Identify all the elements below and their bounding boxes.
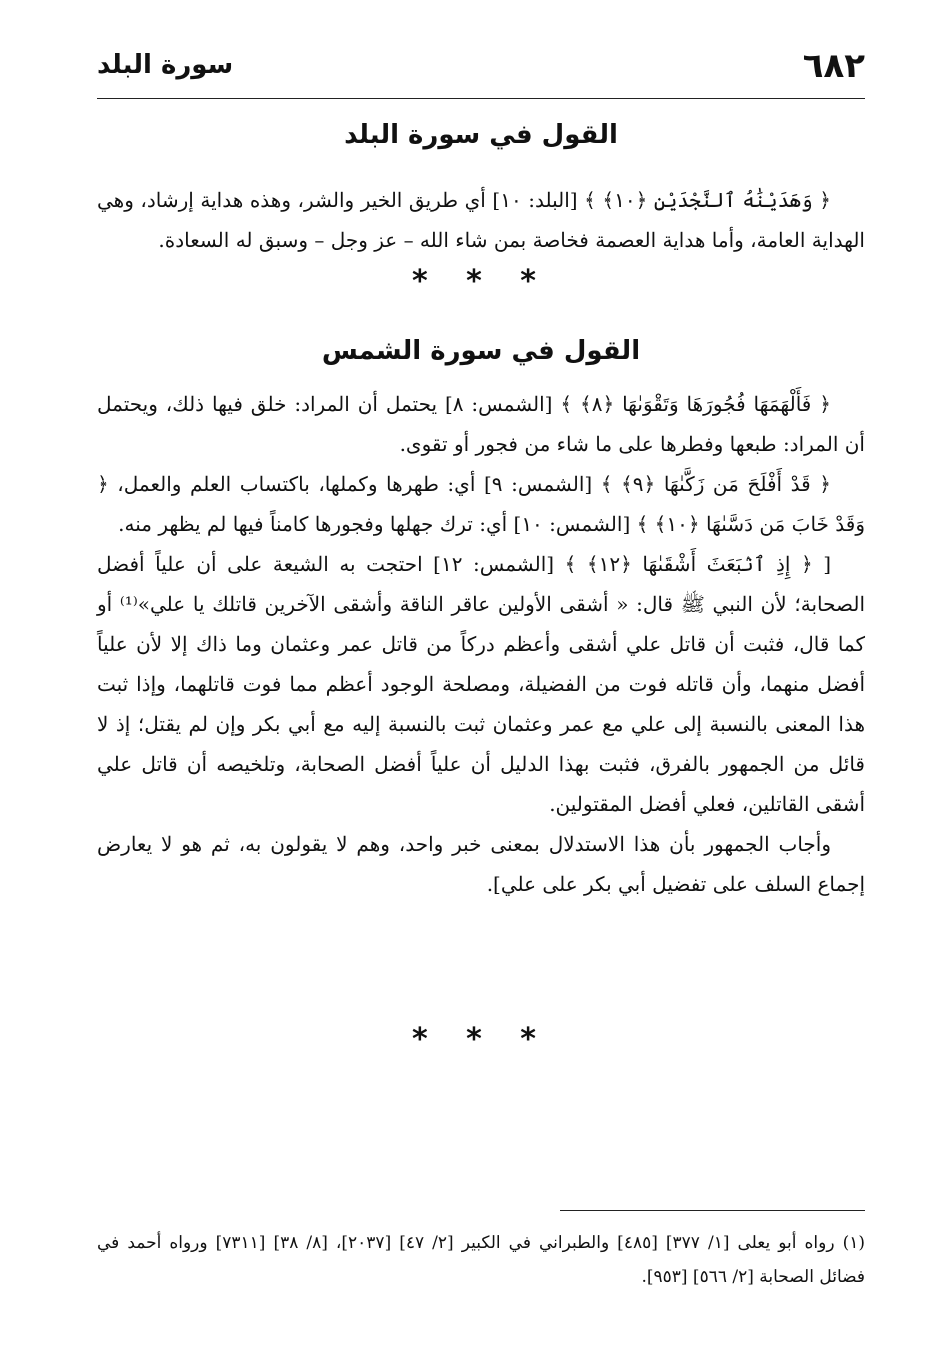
section-separator: * * * — [412, 1022, 550, 1057]
footnote: (١) رواه أبو يعلى [١/ ٣٧٧] [٤٨٥] والطبراني في الكبير [٢/ ٤٧] [٢٠٣٧]، [٨/ ٣٨] [٧٣١١] ورواه أحمد في فضائل الصحابة [٢/ ٥٦٦] [٩٥٣]. — [97, 1233, 866, 1287]
section-title-ash-shams: القول في سورة الشمس — [321, 336, 641, 366]
footnote-divider — [560, 1210, 865, 1211]
paragraph: ﴿ وَهَدَيْنَٰهُ ٱلنَّجْدَيْنِ ﴿١٠﴾ ﴾ [البلد: ١٠] أي طريق الخير والشر، وهذه هداية إرشاد، وهي الهداية العامة، وأما هداية العصمة فخاصة بمن شاء الله – عز وجل – وسبق له السعادة. — [97, 188, 865, 252]
section-separator: * * * — [412, 264, 550, 299]
page-header — [97, 38, 865, 99]
page-number: ٦٨٢ — [802, 46, 865, 86]
paragraph: [ ﴿ إِذِ ٱنۢبَعَثَ أَشْقَىٰهَا ﴿١٢﴾ ﴾ [الشمس: ١٢] احتجت به الشيعة على أن علياً أفضل الصحابة؛ لأن النبي ﷺ قال: « أشقى الأولين عاقر الناقة وأشقى الآخرين قاتلك يا علي»⁽¹⁾ أو كما قال، فثبت أن قاتل علي أشقى وأعظم دركاً من قاتل عمر وعثمان وما ذاك إلا لأن علياً أفضل منهما، وأن قاتله فوت من الفضيلة، ومصلحة الوجود أعظم مما فوت قاتلهما، وإذا ثبت هذا المعنى بالنسبة إلى علي مع عمر وعثمان ثبت بالنسبة إليه مع أبي بكر وإن لم يقتل؛ إذ لا قائل من الجمهور بالفرق، فثبت بهذا الدليل أن علياً أفضل الصحابة، وتلخيصه أن قاتل علي أشقى القاتلين، فعلي أفضل المقتولين. — [97, 552, 866, 816]
paragraph: ﴿ قَدْ أَفْلَحَ مَن زَكَّىٰهَا ﴿٩﴾ ﴾ [الشمس: ٩] أي: طهرها وكملها، باكتساب العلم والعمل، ﴿ وَقَدْ خَابَ مَن دَسَّىٰهَا ﴿١٠﴾ ﴾ [الشمس: ١٠] أي: ترك جهلها وفجورها كامناً فيها لم يظهر منه. — [97, 472, 865, 536]
section-body-al-balad — [97, 180, 865, 260]
paragraph: ﴿ فَأَلْهَمَهَا فُجُورَهَا وَتَقْوَىٰهَا ﴿٨﴾ ﴾ [الشمس: ٨] يحتمل أن المراد: خلق فيها ذلك، ويحتمل أن المراد: طبعها وفطرها على ما شاء من فجور أو تقوى. — [97, 392, 865, 456]
section-title-al-balad: القول في سورة البلد — [344, 120, 618, 150]
paragraph: وأجاب الجمهور بأن هذا الاستدلال بمعنى خبر واحد، وهم لا يقولون به، ثم هو لا يعارض إجماع السلف على تفضيل أبي بكر على علي]. — [97, 832, 865, 896]
section-body-ash-shams — [97, 384, 865, 904]
running-title: سورة البلد — [97, 50, 234, 80]
